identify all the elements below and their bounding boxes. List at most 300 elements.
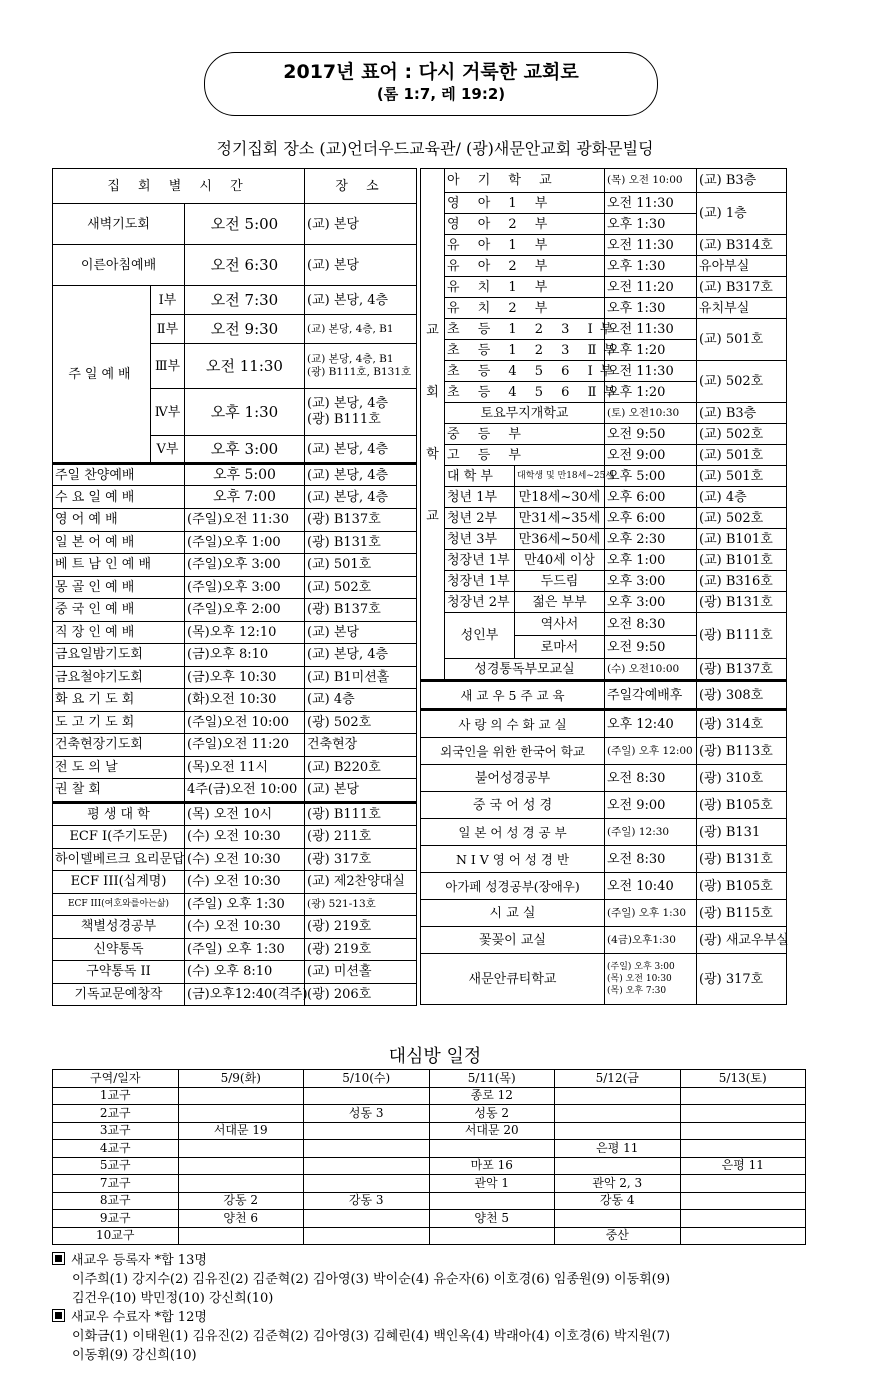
visit-header-cell: 5/10(수) [304, 1070, 430, 1088]
row-place: (교) 501호 [697, 445, 787, 466]
visit-cell [304, 1122, 430, 1140]
row-time: (수) 오후 8:10 [185, 961, 305, 984]
row-place: (광) 317호 [697, 954, 787, 1005]
row-place: (교) 1층 [697, 193, 787, 235]
row-name: 구약통독 II [53, 961, 185, 984]
row-time: (목)오전 11시 [185, 756, 305, 779]
row-place: (교) B3층 [697, 403, 787, 424]
row-name: 책별성경공부 [53, 916, 185, 939]
visit-row [53, 1227, 806, 1245]
table-row [53, 802, 417, 826]
row-name: 건축현장기도회 [53, 734, 185, 757]
row-name: 수 요 일 예 배 [53, 486, 185, 509]
table-row [421, 659, 787, 681]
table-row [421, 738, 787, 765]
row-name: 영 어 예 배 [53, 509, 185, 532]
row-time-text: (주일) 오후 3:00 [607, 962, 675, 972]
table-row [53, 826, 417, 849]
row-place: (광) B111호 [697, 613, 787, 659]
row-place: (광) B137호 [697, 659, 787, 681]
row-place: (광) 310호 [697, 765, 787, 792]
table-row [421, 954, 787, 1005]
visit-cell: 양천 6 [178, 1210, 304, 1228]
row-place: (광) B115호 [697, 900, 787, 927]
row-name: 주일 찬양예배 [53, 464, 185, 486]
row-time: (금)오후 8:10 [185, 644, 305, 667]
row-time: 오전 11:30 [605, 193, 697, 214]
school-label-text: 교회학교 [426, 323, 439, 524]
row-name: 중 국 인 예 배 [53, 599, 185, 622]
row-time [605, 738, 697, 765]
row-name: 금요철야기도회 [53, 666, 185, 689]
row-time [605, 792, 697, 819]
row-place: (광) B131호 [305, 531, 417, 554]
visit-cell [680, 1175, 806, 1193]
visit-table [52, 1069, 806, 1245]
table-row [53, 711, 417, 734]
row-time [605, 927, 697, 954]
row-place: 건축현장 [305, 734, 417, 757]
visit-cell: 강동 3 [304, 1192, 430, 1210]
row-name: 초 등 4 5 6 Ⅱ부 [445, 382, 605, 403]
row-time-text-3: (목) 오후 7:30 [607, 986, 667, 996]
visit-cell [680, 1192, 806, 1210]
row-place: (광) B131호 [697, 846, 787, 873]
sunday-time: 오전 9:30 [185, 315, 305, 344]
table-row [421, 169, 787, 193]
sunday-place-2: (광) B111호 [307, 412, 381, 427]
row-place: (광) B105호 [697, 873, 787, 900]
visit-cell [304, 1157, 430, 1175]
row-time: 오후 1:30 [605, 256, 697, 277]
table-row [53, 893, 417, 916]
visit-cell [555, 1210, 681, 1228]
row-place: (광) 317호 [305, 848, 417, 871]
row-time: (수) 오전 10:30 [185, 871, 305, 894]
row-place: (광) B131호 [697, 592, 787, 613]
row-name: 꽃꽂이 교실 [421, 927, 605, 954]
visit-header-cell: 구역/일자 [53, 1070, 179, 1088]
visit-cell: 은평 11 [555, 1140, 681, 1158]
visit-cell: 서대문 20 [429, 1122, 555, 1140]
row-name: 유 아 2 부 [445, 256, 605, 277]
row-time-text: 오전 9:00 [607, 797, 666, 813]
sunday-time: 오전 7:30 [185, 286, 305, 315]
row-name: 화 요 기 도 회 [53, 689, 185, 712]
row-time: (화)오전 10:30 [185, 689, 305, 712]
sunday-place: (교) 본당, 4층, B1 [307, 353, 394, 365]
table-row [421, 873, 787, 900]
sunday-time: 오후 3:00 [185, 436, 305, 464]
sunday-part: Ⅰ부 [151, 286, 185, 315]
row-sub: 로마서 [515, 636, 605, 659]
sunday-place: (교) 본당, 4층, B1 [305, 315, 417, 344]
table-row [421, 508, 787, 529]
row-place: (교) 본당, 4층 [305, 644, 417, 667]
row-place: (광) 219호 [305, 916, 417, 939]
table-row [421, 256, 787, 277]
row-place: (교) B316호 [697, 571, 787, 592]
row-time: 오전 5:00 [185, 204, 305, 245]
visit-cell [304, 1140, 430, 1158]
visit-cell [178, 1105, 304, 1123]
row-time: 오후 5:00 [605, 466, 697, 487]
table-row [53, 576, 417, 599]
row-time: (목) 오전 10:00 [605, 169, 697, 193]
visit-cell: 강동 4 [555, 1192, 681, 1210]
row-name: 이른아침예배 [53, 245, 185, 286]
visit-cell [178, 1140, 304, 1158]
visit-cell [555, 1105, 681, 1123]
row-place: (광) B137호 [305, 599, 417, 622]
row-time: (수) 오전 10:30 [185, 916, 305, 939]
row-time: 오후 1:30 [605, 214, 697, 235]
row-name: 고 등 부 [445, 445, 605, 466]
row-name: 직 장 인 예 배 [53, 621, 185, 644]
row-time: (주일)오전 11:30 [185, 509, 305, 532]
table-row [421, 765, 787, 792]
table-row [421, 792, 787, 819]
row-time [605, 710, 697, 738]
completed-title: 새교우 수료자 *합 12명 [71, 1310, 207, 1325]
row-time-text: 오전 8:30 [607, 851, 666, 867]
visit-cell: 은평 11 [680, 1157, 806, 1175]
row-time-text: (주일) 오후 12:00 [607, 744, 693, 757]
right-schedule-table [420, 168, 787, 1005]
row-place: (교) B220호 [305, 756, 417, 779]
row-name: 아 기 학 교 [445, 169, 605, 193]
table-row [421, 424, 787, 445]
row-time [605, 900, 697, 927]
visit-header-row [53, 1070, 806, 1088]
row-time-text-2: (목) 오전 10:30 [607, 974, 672, 984]
row-time: (주일) 오후 1:30 [185, 938, 305, 961]
row-place: (광) B105호 [697, 792, 787, 819]
row-time [605, 846, 697, 873]
row-place: (광) B131 [697, 819, 787, 846]
header-time: 집 회 별 시 간 [53, 169, 305, 204]
table-row [421, 298, 787, 319]
row-name: 기독교문예창작 [53, 983, 185, 1006]
row-name: 새문안큐티학교 [421, 954, 605, 1005]
table-row [421, 819, 787, 846]
row-sub: 만40세 이상 [515, 550, 605, 571]
visit-cell [555, 1157, 681, 1175]
left-schedule-table [52, 168, 417, 1006]
visit-row [53, 1087, 806, 1105]
row-name: 몽 골 인 예 배 [53, 576, 185, 599]
table-row [421, 403, 787, 424]
row-name: 대 학 부 [445, 466, 515, 487]
row-place: (교) 본당 [305, 621, 417, 644]
row-name: 영 아 2 부 [445, 214, 605, 235]
row-time [605, 954, 697, 1005]
row-time [605, 681, 697, 710]
row-place: 유아부실 [697, 256, 787, 277]
row-time: 오전 11:30 [605, 361, 697, 382]
visit-cell: 마포 16 [429, 1157, 555, 1175]
row-time: (주일) 오후 1:30 [185, 893, 305, 916]
table-row [53, 621, 417, 644]
completed-names: 이화금(1) 이태원(1) 김유진(2) 김준혁(2) 김아영(3) 김혜린(4) 백인옥(4) 박래아(4) 이호경(6) 박지원(7) [72, 1329, 671, 1344]
table-row [53, 938, 417, 961]
row-place: (교) 본당 [305, 245, 417, 286]
visit-cell: 2교구 [53, 1105, 179, 1123]
row-name: 시 교 실 [421, 900, 605, 927]
row-time-text: (주일) 오후 1:30 [607, 906, 687, 919]
sunday-part: Ⅳ부 [151, 389, 185, 436]
visit-cell [680, 1122, 806, 1140]
row-time-text: 오전 10:40 [607, 878, 674, 894]
visit-cell [429, 1192, 555, 1210]
table-row [421, 681, 787, 710]
row-time: 오후 6:00 [605, 487, 697, 508]
visit-cell: 종로 12 [429, 1087, 555, 1105]
table-row [53, 554, 417, 577]
row-time: 4주(금)오전 10:00 [185, 779, 305, 803]
table-row [421, 710, 787, 738]
row-place: (교) 미션홀 [305, 961, 417, 984]
table-row [421, 487, 787, 508]
row-name: 청장년 1부 [445, 571, 515, 592]
table-row [421, 529, 787, 550]
row-time: 오후 2:30 [605, 529, 697, 550]
row-time: (금)오후12:40(격주) [185, 983, 305, 1006]
table-row [53, 531, 417, 554]
row-place: (교) 본당, 4층 [305, 486, 417, 509]
sunday-part: Ⅴ부 [151, 436, 185, 464]
row-name: N I V 영 어 성 경 반 [421, 846, 605, 873]
title-box [204, 52, 658, 116]
table-row [53, 848, 417, 871]
visit-cell: 강동 2 [178, 1192, 304, 1210]
sunday-place: (교) 본당, 4층 [305, 436, 417, 464]
newcomers-section [52, 1251, 812, 1365]
row-time: 오후 3:00 [605, 571, 697, 592]
row-name: 초 등 4 5 6 Ⅰ부 [445, 361, 605, 382]
venue-line: 정기집회 장소 (교)언더우드교육관/ (광)새문안교회 광화문빌딩 [216, 139, 654, 158]
row-time: 오후 1:20 [605, 382, 697, 403]
table-row [421, 361, 787, 382]
row-name: 청년 1부 [445, 487, 515, 508]
sunday-time: 오후 1:30 [185, 389, 305, 436]
visit-cell [680, 1227, 806, 1245]
row-name: ECF III(여호와를아는삶) [53, 893, 185, 916]
row-name: 청년 2부 [445, 508, 515, 529]
row-place: (교) B101호 [697, 529, 787, 550]
registered-title: 새교우 등록자 *합 13명 [71, 1253, 207, 1268]
table-row [421, 235, 787, 256]
row-name: 하이델베르크 요리문답 [53, 848, 185, 871]
row-place: (광) 314호 [697, 710, 787, 738]
row-name: 성경통독부모교실 [445, 659, 605, 681]
row-time: 오전 11:20 [605, 277, 697, 298]
visit-cell: 성동 2 [429, 1105, 555, 1123]
row-name: 중 국 어 성 경 [421, 792, 605, 819]
visit-row [53, 1140, 806, 1158]
row-place: (광) 219호 [305, 938, 417, 961]
row-sub: 두드림 [515, 571, 605, 592]
completed-names-2: 이동휘(9) 강신희(10) [72, 1348, 197, 1363]
row-name: 유 치 2 부 [445, 298, 605, 319]
row-sub: 젊은 부부 [515, 592, 605, 613]
row-name: ECF III(십계명) [53, 871, 185, 894]
table-row [53, 916, 417, 939]
row-time: 오후 3:00 [605, 592, 697, 613]
row-name: 초 등 1 2 3 Ⅰ부 [445, 319, 605, 340]
visit-header-cell: 5/11(목) [429, 1070, 555, 1088]
table-row [421, 571, 787, 592]
row-place: (광) B111호 [305, 802, 417, 826]
table-row [421, 277, 787, 298]
row-name: 일 본 어 예 배 [53, 531, 185, 554]
row-place: (교) 502호 [697, 424, 787, 445]
row-time: (주일)오후 2:00 [185, 599, 305, 622]
row-place: (교) 4층 [697, 487, 787, 508]
row-place: (교) B314호 [697, 235, 787, 256]
row-time: 오전 9:50 [605, 424, 697, 445]
row-name: 청년 3부 [445, 529, 515, 550]
row-time [605, 765, 697, 792]
visit-header-cell: 5/12(금 [555, 1070, 681, 1088]
visit-row [53, 1192, 806, 1210]
header-place: 장 소 [305, 169, 417, 204]
row-sub: 대학생 및 만18세~25세 [515, 466, 605, 487]
table-row [53, 871, 417, 894]
table-row [53, 779, 417, 803]
row-time: 오전 8:30 [605, 613, 697, 636]
table-row [421, 900, 787, 927]
row-place: (광) 308호 [697, 681, 787, 710]
row-time: (주일)오전 11:20 [185, 734, 305, 757]
row-name: 유 아 1 부 [445, 235, 605, 256]
visit-row [53, 1157, 806, 1175]
visit-cell [429, 1140, 555, 1158]
row-place: (교) 제2찬양대실 [305, 871, 417, 894]
sunday-place: (교) 본당, 4층 [305, 286, 417, 315]
row-sub: 만18세~30세 [515, 487, 605, 508]
visit-cell: 5교구 [53, 1157, 179, 1175]
row-name: 토요무지개학교 [445, 403, 605, 424]
row-name: 아가페 성경공부(장애우) [421, 873, 605, 900]
title-verse: (롬 1:7, 레 19:2) [376, 85, 506, 103]
table-row [53, 756, 417, 779]
row-place: (광) B113호 [697, 738, 787, 765]
visit-cell: 관악 1 [429, 1175, 555, 1193]
table-row [53, 734, 417, 757]
row-place: (교) 501호 [697, 319, 787, 361]
school-label [421, 169, 445, 681]
row-time: (목) 오전 10시 [185, 802, 305, 826]
row-name: 초 등 1 2 3 Ⅱ부 [445, 340, 605, 361]
row-name: 도 고 기 도 회 [53, 711, 185, 734]
sunday-place-2: (광) B111호, B131호 [307, 366, 412, 378]
row-name: 성인부 [445, 613, 515, 659]
row-time-text: 오후 12:40 [607, 716, 674, 732]
row-place: (교) 502호 [697, 508, 787, 529]
row-name: 불어성경공부 [421, 765, 605, 792]
visit-cell [178, 1175, 304, 1193]
table-row [53, 666, 417, 689]
visit-row [53, 1122, 806, 1140]
row-time: 오전 9:50 [605, 636, 697, 659]
registered-names: 이주희(1) 강지수(2) 김유진(2) 김준혁(2) 김아영(3) 박이순(4) 유순자(6) 이호경(6) 임종원(9) 이동휘(9) [72, 1272, 671, 1287]
row-time: 오후 1:30 [605, 298, 697, 319]
table-row [53, 983, 417, 1006]
visit-cell: 4교구 [53, 1140, 179, 1158]
row-time: 오전 6:30 [185, 245, 305, 286]
row-time: 오후 1:20 [605, 340, 697, 361]
row-time: (토) 오전10:30 [605, 403, 697, 424]
visit-cell: 10교구 [53, 1227, 179, 1245]
row-time-text: (4금)오후1:30 [607, 933, 676, 946]
row-place: (광) 521-13호 [305, 893, 417, 916]
row-place: (교) 4층 [305, 689, 417, 712]
row-place: (교) 502호 [697, 361, 787, 403]
sunday-part: Ⅲ부 [151, 344, 185, 389]
visit-cell: 7교구 [53, 1175, 179, 1193]
row-name: 평 생 대 학 [53, 802, 185, 826]
sunday-place: (교) 본당, 4층 [307, 396, 389, 411]
row-place: (교) B1미션홀 [305, 666, 417, 689]
visit-cell [304, 1087, 430, 1105]
row-place: (교) 본당 [305, 204, 417, 245]
row-name: ECF Ⅰ(주기도문) [53, 826, 185, 849]
row-time: 오후 7:00 [185, 486, 305, 509]
visit-cell: 3교구 [53, 1122, 179, 1140]
row-place: (교) 501호 [697, 466, 787, 487]
row-time: 오전 11:30 [605, 235, 697, 256]
visit-cell: 8교구 [53, 1192, 179, 1210]
row-name: 청장년 2부 [445, 592, 515, 613]
page-title: 2017년 표어 : 다시 거룩한 교회로 [283, 61, 579, 83]
visit-row [53, 1175, 806, 1193]
visit-cell: 관악 2, 3 [555, 1175, 681, 1193]
sunday-label: 주일예배 [53, 286, 151, 464]
row-time: (금)오후 10:30 [185, 666, 305, 689]
row-place: (교) 501호 [305, 554, 417, 577]
row-time: (수) 오전 10:30 [185, 848, 305, 871]
row-time [605, 873, 697, 900]
row-time: (수) 오전10:00 [605, 659, 697, 681]
visit-header-cell: 5/9(화) [178, 1070, 304, 1088]
table-row [421, 846, 787, 873]
sunday-time: 오전 11:30 [185, 344, 305, 389]
row-place: (광) 211호 [305, 826, 417, 849]
visit-header-cell: 5/13(토) [680, 1070, 806, 1088]
row-name: 신약통독 [53, 938, 185, 961]
visit-cell [680, 1210, 806, 1228]
row-name: 일 본 어 성 경 공 부 [421, 819, 605, 846]
row-time: 오전 11:30 [605, 319, 697, 340]
visit-cell [429, 1227, 555, 1245]
row-name: 금요일밤기도회 [53, 644, 185, 667]
row-name: 영 아 1 부 [445, 193, 605, 214]
row-time: (목)오후 12:10 [185, 621, 305, 644]
row-place: (광) 206호 [305, 983, 417, 1006]
row-time: (수) 오전 10:30 [185, 826, 305, 849]
row-name: 새 교 우 5 주 교 육 [421, 681, 605, 710]
table-row [53, 599, 417, 622]
table-row [421, 613, 787, 636]
row-sub: 역사서 [515, 613, 605, 636]
table-row [53, 509, 417, 532]
table-row [421, 927, 787, 954]
square-bullet-icon [52, 1252, 65, 1265]
row-time-text: 주일각예배후 [607, 687, 683, 703]
row-time: 오후 1:00 [605, 550, 697, 571]
row-name: 청장년 1부 [445, 550, 515, 571]
